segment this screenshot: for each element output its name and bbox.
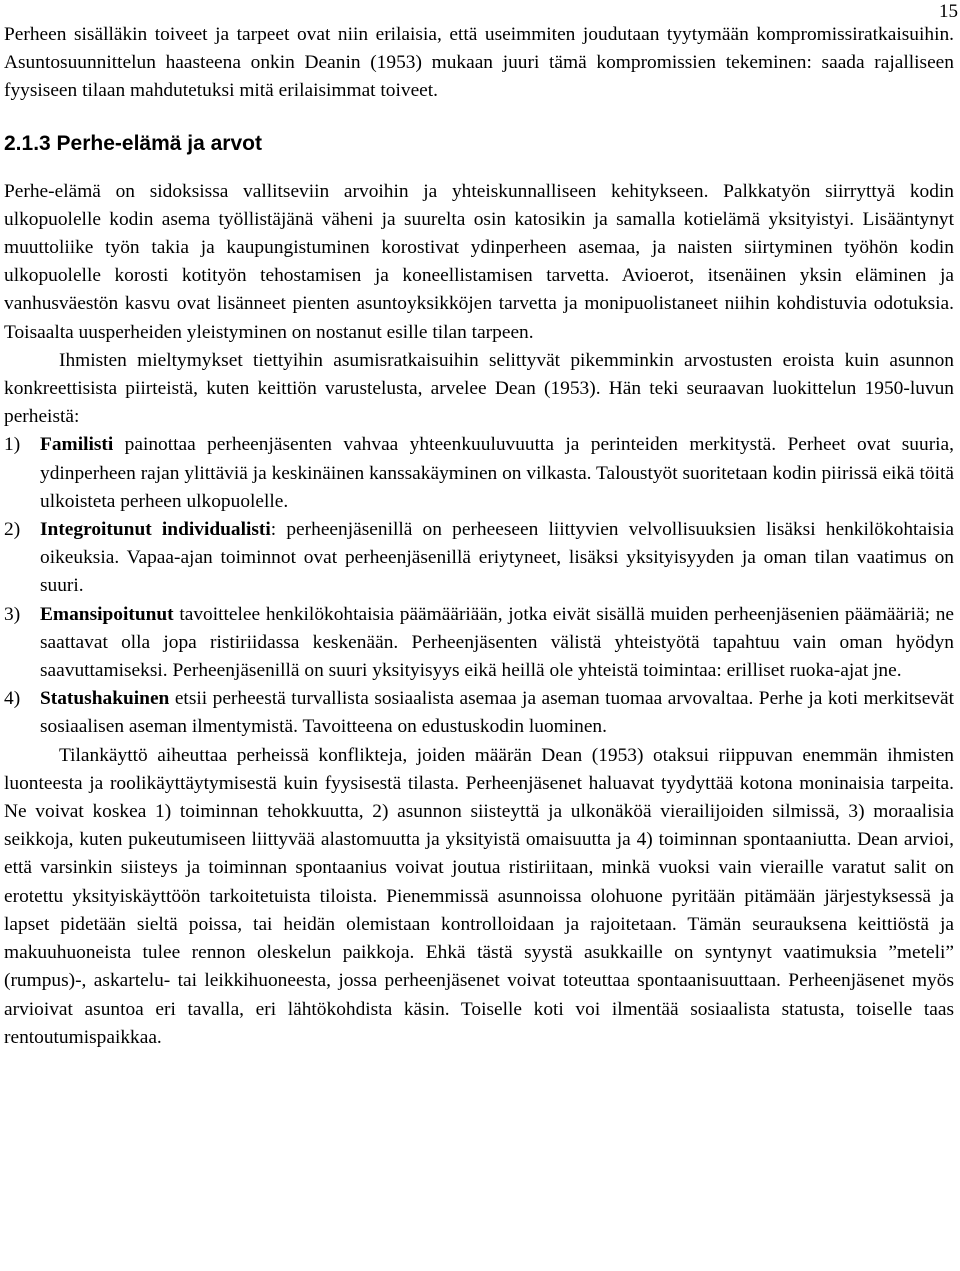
list-item-text: painottaa perheenjäsenten vahvaa yhteenkuuluvuutta ja perinteiden merkitystä. Perheet ovat suuria, ydinperheen rajan ylittäviä ja keskinäinen kanssakäyminen on vilkasta. Taloustyöt suoritetaan kodin piirissä eikä töitä ulkoisteta perheen ulkopuolelle. (40, 434, 954, 512)
family-types-list (4, 431, 954, 741)
intro-paragraph: Perheen sisälläkin toiveet ja tarpeet ovat niin erilaisia, että useimmiten joudutaan tyytymään kompromissiratkaisuihin. Asuntosuunnittelun haasteena onkin Deanin (1953) mukaan juuri tämä kompromissien tekeminen: saada rajalliseen fyysiseen tilaan mahdutetuksi mitä erilaisimmat toiveet. (4, 24, 954, 102)
list-item-term: Familisti (40, 434, 114, 456)
list-item-text: tavoittelee henkilökohtaisia päämääriään, jotka eivät sisällä muiden perheenjäsenien päämääriä; ne saattavat olla jopa ristiriidassa keskenään. Perheenjäsenten välistä yhteistyötä tapahtuu vain oman hyödyn saavuttamiseksi. Perheenjäsenillä on suuri yksityisyys eikä heillä ole yhteistä toimintaa: erilliset ruoka-ajat jne. (40, 603, 954, 682)
list-item (4, 431, 954, 516)
page-number: 15 (939, 1, 958, 22)
list-item-number: 2) (4, 519, 21, 541)
list-item-number: 3) (4, 603, 21, 625)
preferences-paragraph: Ihmisten mieltymykset tiettyihin asumisratkaisuihin selittyvät pikemminkin arvostusten eroista kuin asunnon konkreettisista piirteistä, kuten keittiön varustelusta, arvelee Dean (1953). Hän teki seuraavan luokittelun 1950-luvun perheistä: (4, 349, 954, 428)
conflicts-paragraph: Tilankäyttö aiheuttaa perheissä konflikteja, joiden määrän Dean (1953) otaksui riippuvan enemmän ihmisten luonteesta ja roolikäyttäytymisestä kuin fyysisestä tilasta. Perheenjäsenet haluavat tyydyttää kotona moninaisia tarpeita. Ne voivat koskea 1) toiminnan tehokkuutta, 2) asunnon siisteyttä ja ulkonäköä vierailijoiden silmissä, 3) moraalisia seikkoja, kuten pukeutumiseen liittyvää alastomuutta ja yksityistä omaisuutta ja 4) toiminnan spontaaniutta. Dean arvioi, että varsinkin siisteys ja toiminnan spontaanius voivat joutua ristiriitaan, minkä vuoksi vain vieraille varatut salit on erotettu yksityiskäyttöön tarkoitetuista tiloista. Pienemmissä asunnoissa olohuone pyritään pitämään järjestyksessä ja lapset pidetään sieltä poissa, tai heidän olemistaan kontrolloidaan ja rajoitetaan. Tämän seurauksena keittiöstä ja makuuhuoneista tulee rennon oleskelun paikkoja. Ehkä tästä syystä asukkaille on syntynyt vaatimuksia ”meteli” (rumpus)-, askartelu- tai leikkihuoneesta, jossa perheenjäsenet voivat toteuttaa spontaanisuuttaan. Perheenjäsenet myös arvioivat asuntoa eri tavalla, eri lähtökohdista käsin. Toiselle koti voi ilmentää sosiaalista statusta, toiselle taas rentoutumispaikkaa. (4, 744, 954, 1048)
list-item (4, 685, 954, 741)
list-item-term: Integroitunut individualisti (40, 519, 271, 541)
list-item-number: 4) (4, 688, 21, 710)
list-item (4, 516, 954, 601)
list-item-term: Emansipoitunut (40, 603, 174, 625)
list-item-number: 1) (4, 434, 21, 456)
list-item (4, 601, 954, 686)
list-item-text: : perheenjäsenillä on perheeseen liittyvien velvollisuuksien lisäksi henkilökohtaisia oikeuksia. Vapaa-ajan toiminnot ovat perheenjäsenillä eriytyneet, lisäksi yksityisyyden ja oman tilan vaatimus on suuri. (40, 519, 954, 597)
section-paragraph: Perhe-elämä on sidoksissa vallitseviin arvoihin ja yhteiskunnalliseen kehitykseen. Palkkatyön siirryttyä kodin ulkopuolelle kodin asema työllistäjänä väheni ja suurelta osin katosikin ja samalla kotielämä yksityistyi. Lisääntynyt muuttoliike työn takia ja kaupungistuminen korostivat ydinperheen asemaa, ja naisten siirtyminen työhön kodin ulkopuolelle korosti kotityön tehostamisen ja koneellistamisen tarvetta. Avioerot, itsenäinen yksin eläminen ja vanhusväestön kasvu ovat lisänneet pienten asuntoyksikköjen tarvetta ja monipuolistaneet niihin kohdistuvia odotuksia. Toisaalta uusperheiden yleistyminen on nostanut esille tilan tarpeen. (4, 180, 954, 343)
list-item-text: etsii perheestä turvallista sosiaalista asemaa ja aseman tuomaa arvovaltaa. Perhe ja koti merkitsevät sosiaalisen aseman ilmentymistä. Tavoitteena on edustuskodin luominen. (40, 688, 954, 738)
list-item-term: Statushakuinen (40, 688, 170, 710)
document-body (4, 21, 954, 1052)
section-heading: 2.1.3 Perhe-elämä ja arvot (4, 131, 262, 155)
